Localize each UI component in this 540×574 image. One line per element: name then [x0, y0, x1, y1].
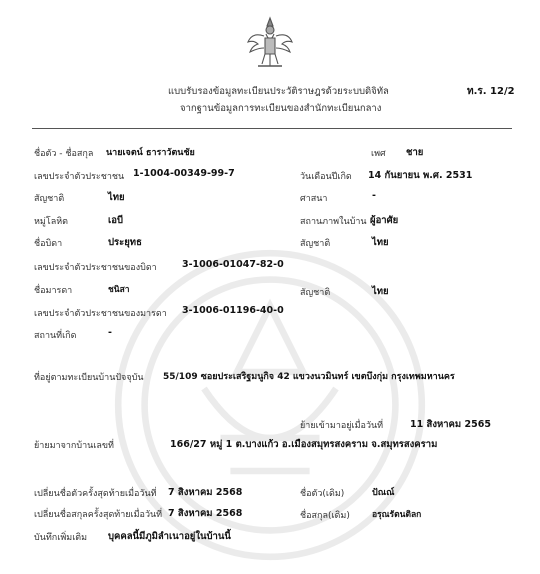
note-value: บุคคลนี้มีภูมิลำเนาอยู่ในบ้านนี้	[108, 531, 231, 542]
previous-address-label: ย้ายมาจากบ้านเลขที่	[34, 441, 114, 451]
id-value: 1-1004-00349-99-7	[133, 168, 235, 179]
birthplace-value: -	[108, 327, 112, 338]
form-code: ท.ร. 12/2	[467, 86, 515, 97]
old-last-name-value: อรุณรัตนติลก	[372, 510, 422, 520]
name-label: ชื่อตัว - ชื่อสกุล	[34, 149, 94, 159]
first-name-changed-label: เปลี่ยนชื่อตัวครั้งสุดท้ายเมื่อวันที่	[34, 489, 157, 499]
mother-label: ชื่อมารดา	[34, 286, 73, 296]
document-subtitle: จากฐานข้อมูลการทะเบียนของสำนักทะเบียนกลาง	[180, 103, 382, 114]
current-address-label: ที่อยู่ตามทะเบียนบ้านปัจจุบัน	[34, 373, 144, 383]
mother-id-value: 3-1006-01196-40-0	[182, 305, 284, 316]
mother-nationality-label: สัญชาติ	[300, 288, 331, 298]
father-nationality-label: สัญชาติ	[300, 239, 331, 249]
status-value: ผู้อาศัย	[370, 215, 399, 226]
document-title: แบบรับรองข้อมูลทะเบียนประวัติราษฎรด้วยระบบดิจิทัล	[168, 86, 389, 97]
dob-value: 14 กันยายน พ.ศ. 2531	[368, 170, 473, 181]
nationality-label: สัญชาติ	[34, 194, 65, 204]
father-id-value: 3-1006-01047-82-0	[182, 259, 284, 270]
old-last-name-label: ชื่อสกุล(เดิม)	[300, 511, 350, 521]
garuda-emblem	[244, 14, 296, 72]
father-label: ชื่อบิดา	[34, 239, 63, 249]
id-label: เลขประจำตัวประชาชน	[34, 172, 125, 182]
sex-label: เพศ	[371, 149, 386, 159]
old-first-name-value: ปัณณ์	[372, 488, 395, 498]
last-name-changed-label: เปลี่ยนชื่อสกุลครั้งสุดท้ายเมื่อวันที่	[34, 510, 163, 520]
blood-value: เอบี	[108, 215, 123, 226]
mother-id-label: เลขประจำตัวประชาชนของมารดา	[34, 309, 167, 319]
moved-in-label: ย้ายเข้ามาอยู่เมื่อวันที่	[300, 421, 384, 431]
last-name-changed-value: 7 สิงหาคม 2568	[168, 508, 243, 519]
religion-label: ศาสนา	[300, 194, 328, 204]
previous-address-value: 166/27 หมู่ 1 ต.บางแก้ว อ.เมืองสมุทรสงคราม จ.สมุทรสงคราม	[170, 439, 438, 450]
sex-value: ชาย	[406, 147, 424, 158]
father-nationality-value: ไทย	[372, 237, 389, 248]
dob-label: วันเดือนปีเกิด	[300, 172, 352, 182]
birthplace-label: สถานที่เกิด	[34, 331, 77, 341]
first-name-changed-value: 7 สิงหาคม 2568	[168, 487, 243, 498]
current-address-value: 55/109 ซอยประเสริฐมนูกิจ 42 แขวงนวมินทร์ เขตบึงกุ่ม กรุงเทพมหานคร	[163, 372, 455, 382]
blood-label: หมู่โลหิต	[34, 217, 68, 227]
old-first-name-label: ชื่อตัว(เดิม)	[300, 489, 345, 499]
mother-nationality-value: ไทย	[372, 286, 389, 297]
religion-value: -	[372, 190, 376, 201]
status-label: สถานภาพในบ้าน	[300, 217, 367, 227]
nationality-value: ไทย	[108, 192, 125, 203]
father-value: ประยุทธ	[108, 237, 142, 248]
father-id-label: เลขประจำตัวประชาชนของบิดา	[34, 263, 157, 273]
mother-value: ชนิสา	[108, 285, 130, 295]
name-value: นายเจตน์ ธาราวัตนชัย	[106, 148, 195, 158]
header-divider	[32, 128, 512, 129]
moved-in-value: 11 สิงหาคม 2565	[410, 419, 491, 430]
note-label: บันทึกเพิ่มเติม	[34, 533, 88, 543]
